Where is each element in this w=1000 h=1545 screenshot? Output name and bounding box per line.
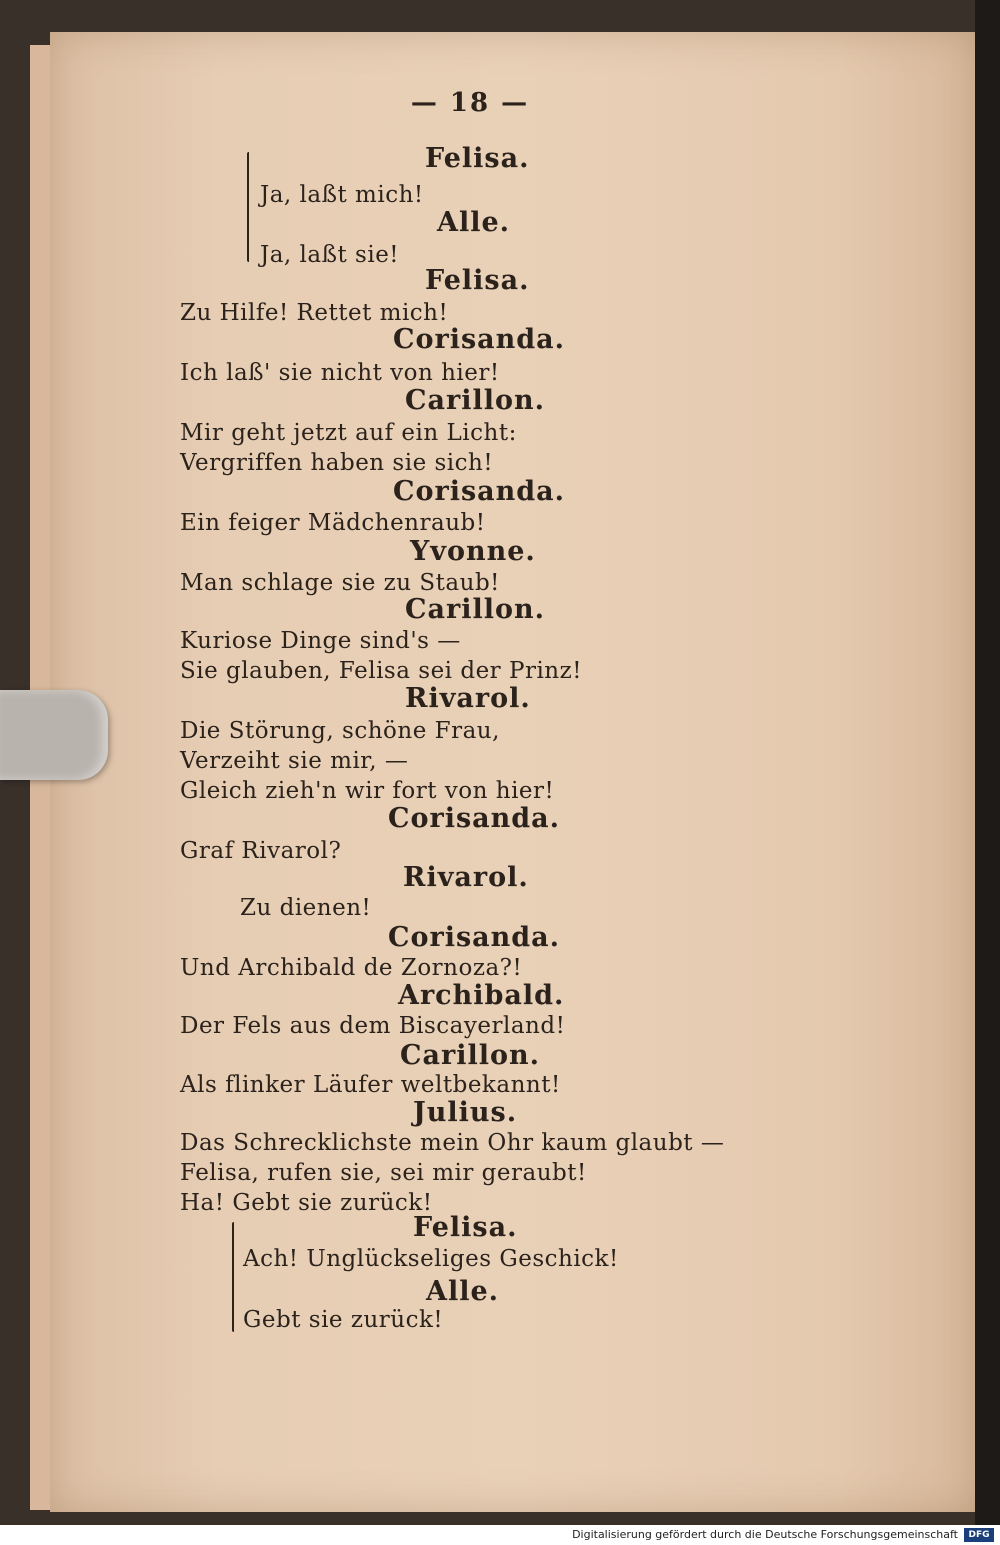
- verse-line: Ich laß' sie nicht von hier!: [180, 360, 500, 386]
- verse-line: Gleich zieh'n wir fort von hier!: [180, 778, 555, 804]
- verse-line: Als flinker Läufer weltbekannt!: [180, 1072, 561, 1098]
- verse-line: Vergriffen haben sie sich!: [180, 450, 494, 476]
- verse-line: Mir geht jetzt auf ein Licht:: [180, 420, 517, 446]
- verse-line: Gebt sie zurück!: [243, 1307, 444, 1333]
- verse-line: Zu Hilfe! Rettet mich!: [180, 300, 449, 326]
- speaker-label: Alle.: [426, 1276, 500, 1307]
- speaker-label: Corisanda.: [388, 803, 561, 834]
- verse-line: Die Störung, schöne Frau,: [180, 718, 500, 744]
- verse-line: Und Archibald de Zornoza?!: [180, 955, 523, 981]
- dfg-logo: DFG: [964, 1528, 994, 1542]
- speaker-label: Rivarol.: [403, 862, 529, 893]
- speaker-label: Corisanda.: [393, 476, 566, 507]
- speaker-label: Corisanda.: [388, 922, 561, 953]
- verse-line: Felisa, rufen sie, sei mir geraubt!: [180, 1160, 587, 1186]
- verse-line: Verzeiht sie mir, —: [180, 748, 409, 774]
- speaker-label: Carillon.: [405, 594, 546, 625]
- speaker-label: Felisa.: [425, 143, 530, 174]
- speaker-label: Felisa.: [413, 1212, 518, 1243]
- speaker-label: Julius.: [413, 1097, 518, 1128]
- speaker-label: Yvonne.: [410, 536, 536, 567]
- verse-line: Ach! Unglückseliges Geschick!: [243, 1246, 619, 1272]
- speaker-label: Corisanda.: [393, 324, 566, 355]
- speaker-label: Felisa.: [425, 265, 530, 296]
- verse-line: Ha! Gebt sie zurück!: [180, 1190, 433, 1216]
- verse-line: Sie glauben, Felisa sei der Prinz!: [180, 658, 582, 684]
- verse-line: Zu dienen!: [240, 895, 372, 921]
- page-number: — 18 —: [410, 88, 530, 118]
- verse-line: Ja, laßt sie!: [260, 242, 400, 268]
- verse-line: Der Fels aus dem Biscayerland!: [180, 1013, 566, 1039]
- verse-line: Kuriose Dinge sind's —: [180, 628, 461, 654]
- speaker-label: Carillon.: [400, 1040, 541, 1071]
- speaker-label: Archibald.: [398, 980, 565, 1011]
- funding-credit: Digitalisierung gefördert durch die Deutsche Forschungsgemeinschaft: [572, 1528, 958, 1541]
- verse-line: Ein feiger Mädchenraub!: [180, 510, 486, 536]
- page-tab-marker: [0, 690, 108, 780]
- scan-right-edge: [975, 0, 1000, 1525]
- verse-line: Das Schrecklichste mein Ohr kaum glaubt —: [180, 1130, 725, 1156]
- speaker-label: Alle.: [437, 207, 511, 238]
- speaker-label: Rivarol.: [405, 683, 531, 714]
- verse-line: Man schlage sie zu Staub!: [180, 570, 500, 596]
- bracket-mark-top: [247, 152, 249, 262]
- verse-line: Graf Rivarol?: [180, 838, 342, 864]
- verse-line: Ja, laßt mich!: [260, 182, 424, 208]
- speaker-label: Carillon.: [405, 385, 546, 416]
- bracket-mark-bottom: [232, 1222, 234, 1332]
- footer-bar: [0, 1525, 1000, 1545]
